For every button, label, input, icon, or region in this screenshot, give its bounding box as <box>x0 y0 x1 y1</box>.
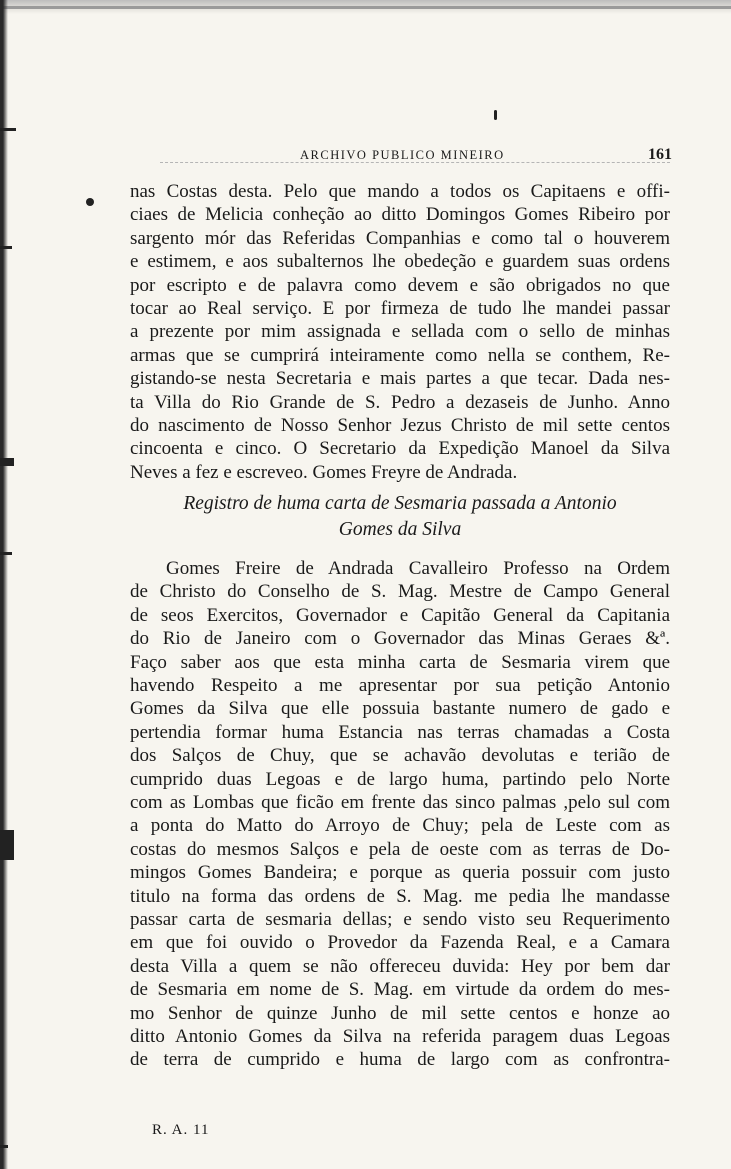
journal-title: ARCHIVO PUBLICO MINEIRO <box>300 148 505 162</box>
text-line: havendo Respeito a me apresentar por sua petição Antonio <box>130 675 670 697</box>
text-line: ditto Antonio Gomes da Silva na referida paragem duas Legoas <box>130 1025 670 1047</box>
signature-mark: R. A. 11 <box>152 1122 210 1138</box>
page-number: 161 <box>648 146 672 163</box>
scan-edge-mark <box>0 458 14 466</box>
scan-edge-mark <box>0 1145 8 1148</box>
text-line: nas Costas desta. Pelo que mando a todos os Capitaens e offi- <box>130 181 670 202</box>
header-rule <box>160 162 670 163</box>
text-line: armas que se cumprirá inteiramente como nella se conthem, Re- <box>130 344 670 366</box>
text-line: com as Lombas que ficão em frente das sinco palmas ,pelo sul com <box>130 791 670 813</box>
text-line: cumprido duas Legoas e de largo huma, partindo pelo Norte <box>130 768 670 790</box>
scan-top-line <box>0 6 731 9</box>
scan-edge-mark <box>0 246 12 249</box>
text-line: por escripto e de palavra como devem e são obrigados no que <box>130 274 670 296</box>
text-line: de terra de cumprido e huma de largo com as confrontra- <box>130 1049 670 1071</box>
text-line: dos Salços de Chuy, que se achavão devolutas e terião de <box>130 745 670 767</box>
scan-speck <box>494 110 497 120</box>
paragraph-2 <box>130 557 670 1072</box>
text-line: em que foi ouvido o Provedor da Fazenda Real, e a Camara <box>130 932 670 954</box>
scan-edge-mark <box>0 128 16 131</box>
text-line: ta Villa do Rio Grande de S. Pedro a dezaseis de Junho. Anno <box>130 391 670 413</box>
paragraph-1 <box>130 180 670 484</box>
text-line: a ponta do Matto do Arroyo de Chuy; pela de Leste com as <box>130 815 670 837</box>
running-head <box>100 148 700 168</box>
text-line: de seos Exercitos, Governador e Capitão General da Capitania <box>130 604 670 626</box>
text-line: de Sesmaria em nome de S. Mag. em virtude da ordem do mes- <box>130 979 670 1001</box>
text-line: Gomes da Silva que elle possuia bastante numero de gado e <box>130 698 670 720</box>
text-line: sargento mór das Referidas Companhias e como tal o houverem <box>130 227 670 249</box>
text-line: do Rio de Janeiro com o Governador das Minas Geraes &ª. <box>130 628 670 650</box>
text-line: do nascimento de Nosso Senhor Jezus Christo de mil sette centos <box>130 414 670 436</box>
document-body <box>130 180 670 1072</box>
scan-left-edge <box>0 0 8 1169</box>
text-line: mingos Gomes Bandeira; e porque as queria possuir com justo <box>130 862 670 884</box>
text-line: mo Senhor de quinze Junho de mil sette centos e honze ao <box>130 1002 670 1024</box>
text-line: Neves a fez e escreveo. Gomes Freyre de Andrada. <box>130 461 518 483</box>
text-line: de Christo do Conselho de S. Mag. Mestre de Campo General <box>130 581 670 603</box>
scan-edge-mark <box>0 552 12 555</box>
text-line: a prezente por mim assignada e sellada com o sello de minhas <box>130 321 670 343</box>
text-line: cincoenta e cinco. O Secretario da Expedição Manoel da Silva <box>130 438 670 460</box>
section-heading <box>130 491 670 543</box>
heading-line: Gomes da Silva <box>338 519 462 541</box>
text-line: e estimem, e aos subalternos lhe obedeção e guardem suas ordens <box>130 251 670 273</box>
heading-line: Registro de huma carta de Sesmaria passada a Antonio <box>183 493 617 515</box>
text-line: titulo na forma das ordens de S. Mag. me pedia lhe mandasse <box>130 885 670 907</box>
text-line: desta Villa a quem se não offereceu duvida: Hey por bem dar <box>130 955 670 977</box>
text-line: gistando-se nesta Secretaria e mais partes a que tecar. Dada nes- <box>130 368 670 390</box>
text-line: passar carta de sesmaria dellas; e sendo visto seu Requerimento <box>130 908 670 930</box>
text-line: costas do mesmos Salços e pela de oeste com as terras de Do- <box>130 838 670 860</box>
text-line: Faço saber aos que esta minha carta de Sesmaria virem que <box>130 651 670 673</box>
scan-speck <box>86 198 94 206</box>
text-line: pertendia formar huma Estancia nas terras chamadas a Costa <box>130 721 670 743</box>
text-line: tocar ao Real serviço. E por firmeza de tudo lhe mandei passar <box>130 297 670 319</box>
text-line: Gomes Freire de Andrada Cavalleiro Professo na Ordem <box>166 558 670 580</box>
scan-edge-mark <box>0 830 14 860</box>
text-line: ciaes de Melicia conheção ao ditto Domingos Gomes Ribeiro por <box>130 204 670 226</box>
